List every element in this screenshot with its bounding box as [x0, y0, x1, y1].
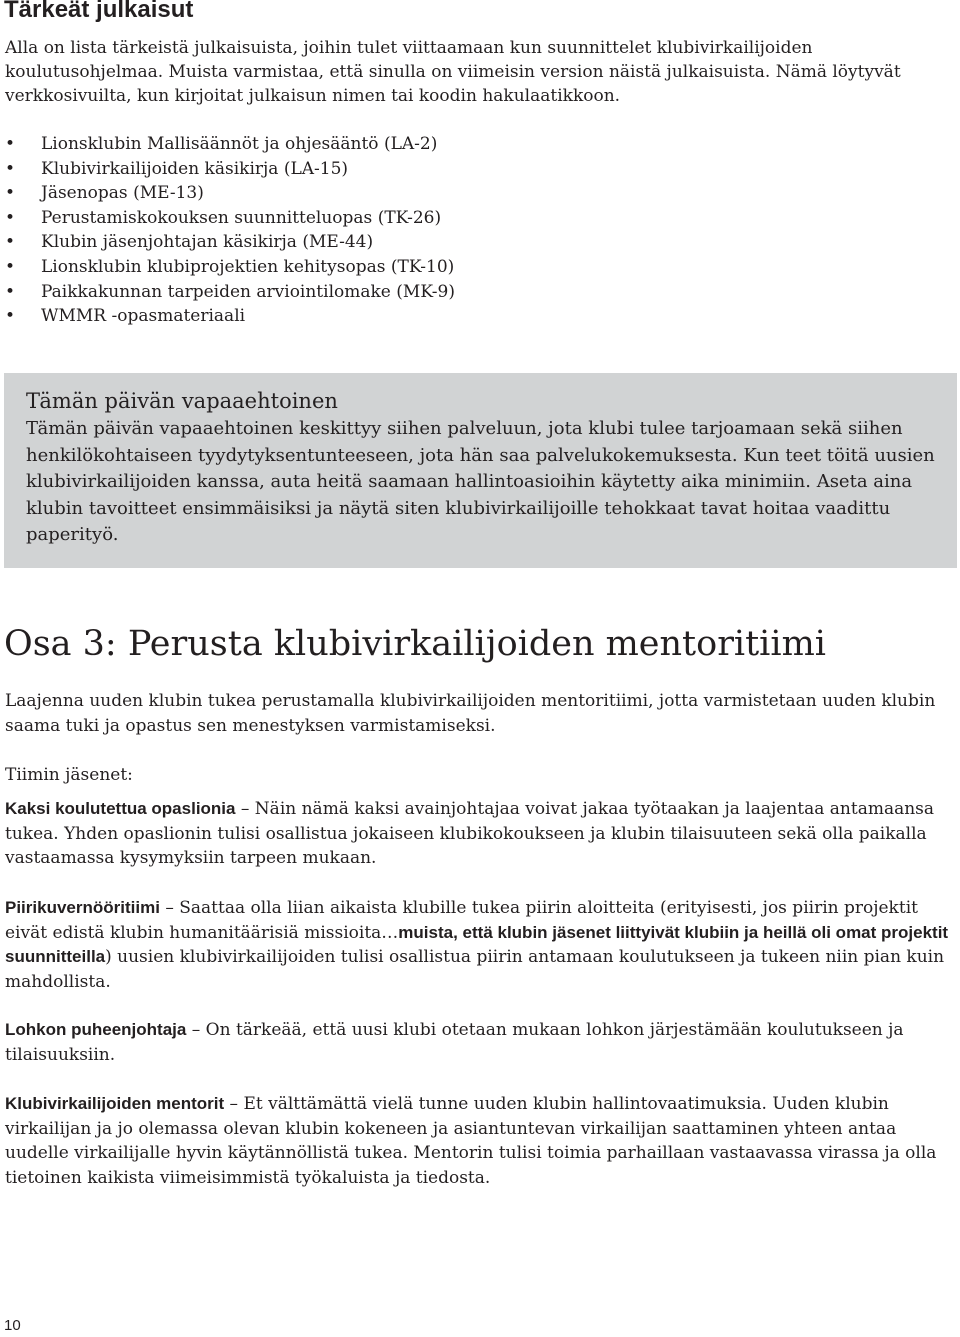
list-item: • Klubivirkailijoiden käsikirja (LA-15): [5, 157, 455, 182]
list-item: • Klubin jäsenjohtajan käsikirja (ME-44): [5, 230, 455, 255]
member-guiding-lions: Kaksi koulutettua opaslionia – Näin nämä kaksi avainjohtajaa voivat jakaa työtaakan ja laajentaa antamaansa tukea. Yhden opaslionin tulisi osallistua jokaiseen klubikokoukseen ja klubin tilaisuuteen sekä olla paikalla vastaamassa kysymyksiin tarpeen mukaan.: [5, 799, 935, 868]
bullet-icon: •: [5, 281, 16, 302]
bullet-icon: •: [5, 207, 16, 228]
list-item: • WMMR -opasmateriaali: [5, 304, 455, 329]
list-item: • Lionsklubin klubiprojektien kehitysopas (TK-10): [5, 255, 455, 280]
member-label: Klubivirkailijoiden mentorit: [5, 1094, 225, 1113]
list-item: • Lionsklubin Mallisäännöt ja ohjesääntö (LA-2): [5, 132, 455, 157]
bullet-icon: •: [5, 134, 16, 154]
page-number: 10: [4, 1317, 21, 1334]
publication-list: [5, 132, 455, 329]
member-label: Piirikuvernööritiimi: [5, 898, 160, 917]
section-intro: Alla on lista tärkeistä julkaisuista, joihin tulet viittaamaan kun suunnittelet klubivirkailijoiden koulutusohjelmaa. Muista varmistaa, että sinulla on viimeisin version näistä julkaisuista. Nämä löytyvät verkkosivuilta, kun kirjoitat julkaisun nimen tai koodin hakulaatikkoon.: [5, 38, 901, 106]
volunteer-callout-box: [4, 373, 957, 568]
member-club-officer-mentors: Klubivirkailijoiden mentorit – Et välttämättä vielä tunne uuden klubin hallintovaatimuksia. Uuden klubin virkailijan ja jo olemassa olevan klubin kokeneen ja asiantuntevan virkailijan saattaminen yhteen antaa uudelle virkailijalle hyvin käytännöllistä tukea. Mentorin tulisi toimia parhaillaan vastaavassa virassa ja olla tietoinen kaikista viimeisimmistä työkaluista ja tiedosta.: [5, 1094, 937, 1188]
member-label: Kaksi koulutettua opaslionia: [5, 799, 236, 818]
part-intro: Laajenna uuden klubin tukea perustamalla klubivirkailijoiden mentoritiimi, jotta varmistetaan uuden klubin saama tuki ja opastus sen menestyksen varmistamiseksi.: [5, 691, 936, 736]
emphasis-text: muista, että klubin jäsenet liittyivät klubiin ja heillä oli omat projektit suunnitteilla: [5, 922, 949, 966]
bullet-icon: •: [5, 158, 16, 179]
part-title: Osa 3: Perusta klubivirkailijoiden mentoritiimi: [4, 624, 826, 664]
bullet-icon: •: [5, 306, 16, 327]
member-district-team: Piirikuvernööritiimi – Saattaa olla liian aikaista klubille tukea piirin aloitteita (erityisesti, jos piirin projektit eivät edistä klubin humanitäärisiä missioita…muista, että klubin jäsenet liittyivät klubiin ja heillä oli omat projektit suunnitteilla) uusien klubivirkailijoiden tulisi osallistua piirin antamaan koulutukseen ja tukeen niin pian kuin mahdollista.: [5, 898, 949, 992]
bullet-icon: •: [5, 256, 16, 277]
callout-title: Tämän päivän vapaaehtoinen: [26, 389, 338, 413]
callout-text: Tämän päivän vapaaehtoinen keskittyy siihen palveluun, jota klubi tulee tarjoamaan sekä siihen henkilökohtaiseen tyydytyksentunteeseen, jota hän saa palvelukokemuksesta. Kun teet töitä uusien klubivirkailijoiden kanssa, auta heitä saamaan hallintoasioihin käytetty aika minimiin. Aseta aina klubin tavoitteet ensimmäisiksi ja näytä siten klubivirkailijoille tehokkaat tavat hoitaa vaadittu paperityö.: [26, 418, 935, 545]
bullet-icon: •: [5, 183, 16, 204]
list-item: • Paikkakunnan tarpeiden arviointilomake (MK-9): [5, 280, 455, 305]
list-item: • Jäsenopas (ME-13): [5, 181, 455, 206]
bullet-icon: •: [5, 232, 16, 253]
section-heading: Tärkeät julkaisut: [4, 0, 194, 23]
team-members-label: Tiimin jäsenet:: [5, 765, 133, 785]
list-item: • Perustamiskokouksen suunnitteluopas (TK-26): [5, 206, 455, 231]
member-label: Lohkon puheenjohtaja: [5, 1020, 187, 1039]
member-zone-chair: Lohkon puheenjohtaja – On tärkeää, että uusi klubi otetaan mukaan lohkon järjestämään koulutukseen ja tilaisuuksiin.: [5, 1020, 904, 1065]
